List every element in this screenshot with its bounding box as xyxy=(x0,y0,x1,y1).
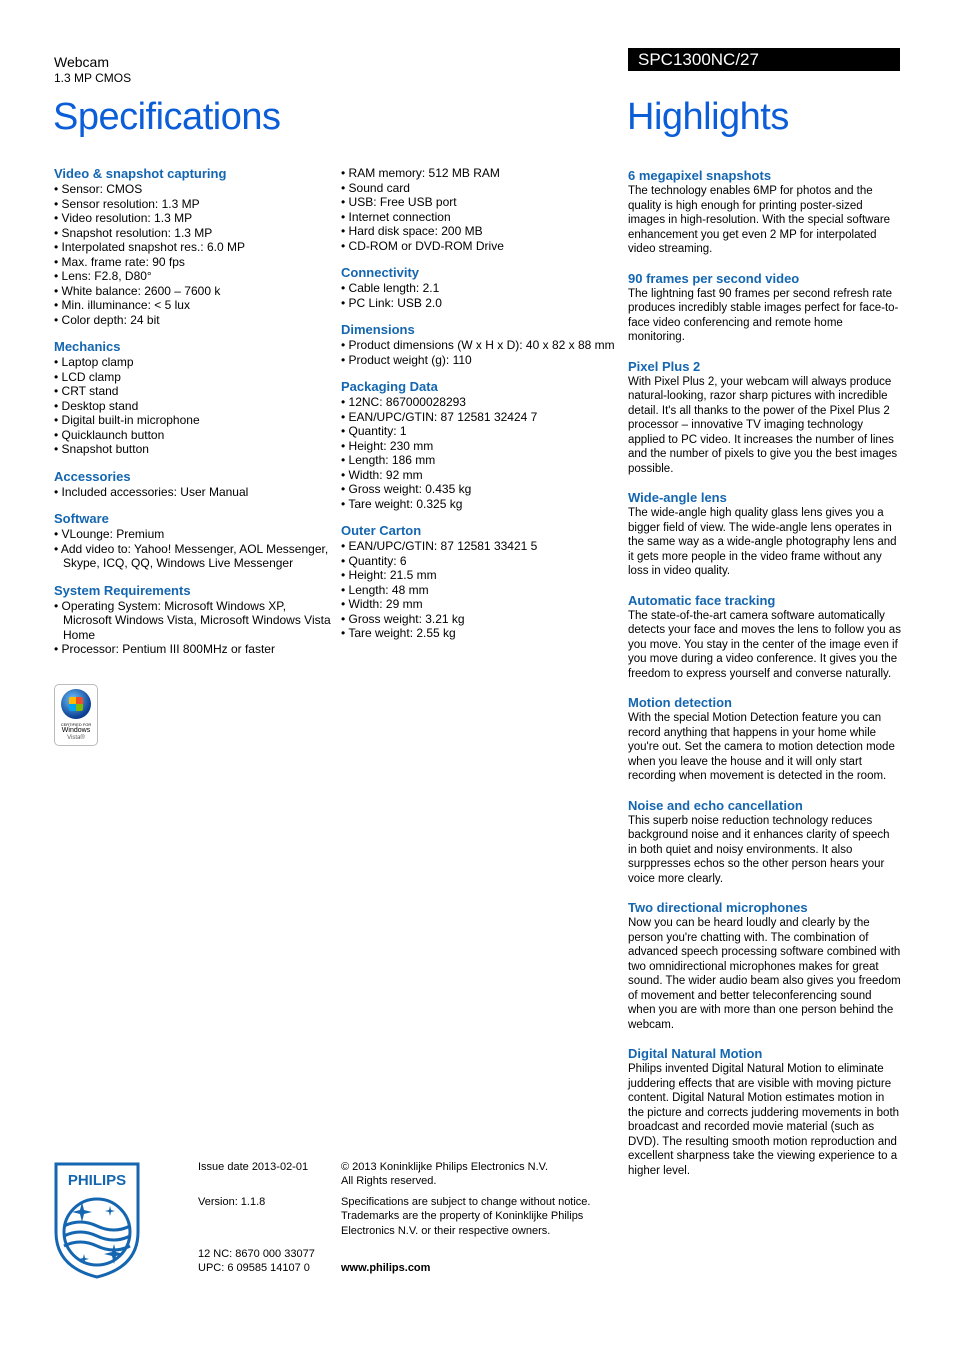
spec-item: • Quantity: 1 xyxy=(341,424,621,439)
specs-column-2 xyxy=(341,166,621,653)
highlight-text: With the special Motion Detection feature you can record anything that happens in your home while you're out. Set the camera to motion detection mode when you leave the house and it will only start recording when movement is detected in the room. xyxy=(628,712,895,782)
spec-section xyxy=(341,322,621,367)
highlight-text: With Pixel Plus 2, your webcam will always produce natural-looking, razor sharp pictures with incredible detail. It's all thanks to the power of the Pixel Plus 2 processor – innovative TV imaging technology applied to PC video. It increases the number of lines and the number of pixels to give you the best images possible. xyxy=(628,375,898,475)
highlight-title: 90 frames per second video xyxy=(628,270,800,286)
highlight-item xyxy=(628,695,901,784)
highlight-title: Digital Natural Motion xyxy=(628,1046,763,1061)
spec-item: • Interpolated snapshot res.: 6.0 MP xyxy=(54,240,334,255)
highlights-title: Highlights xyxy=(627,96,789,138)
highlight-item xyxy=(628,490,901,579)
windows-logo-icon xyxy=(61,689,91,719)
spec-section-title: Software xyxy=(54,511,109,526)
spec-section-title: Connectivity xyxy=(341,265,420,280)
highlight-title: Wide-angle lens xyxy=(628,490,727,505)
spec-list xyxy=(341,281,621,310)
spec-item: • Max. frame rate: 90 fps xyxy=(54,255,334,270)
website-link[interactable]: www.philips.com xyxy=(341,1262,431,1274)
highlight-title: 6 megapixel snapshots xyxy=(628,168,772,183)
disclaimer-line3: Electronics N.V. or their respective owners. xyxy=(341,1225,551,1237)
issue-date: Issue date 2013-02-01 xyxy=(198,1161,309,1173)
spec-item: • Min. illuminance: < 5 lux xyxy=(54,298,334,313)
spec-item: • White balance: 2600 – 7600 k xyxy=(54,284,334,299)
highlight-text: The technology enables 6MP for photos and the quality is high enough for printing poster-sized images in high-resolution. With the special software enhancement you get even 2 MP for interpolated video streaming. xyxy=(628,185,891,255)
spec-item: • Video resolution: 1.3 MP xyxy=(54,211,334,226)
spec-section-title: Video & snapshot capturing xyxy=(54,166,227,181)
spec-item: • Internet connection xyxy=(341,210,621,225)
highlight-text: Philips invented Digital Natural Motion to eliminate juddering effects that are visible with moving picture content. Digital Natural Motion estimates motion in the picture and corrects juddering movements in both broadcast and recorded movie material (such as DVD). The resulting smooth motion reproduction and excellent sharpness take the viewing experience to a higher level. xyxy=(628,1063,900,1177)
spec-item: • Snapshot resolution: 1.3 MP xyxy=(54,226,334,241)
spec-item: • Snapshot button xyxy=(54,442,334,457)
windows-vista-badge xyxy=(54,684,98,746)
vista-badge-line1: CERTIFIED FOR xyxy=(60,722,92,727)
philips-shield-logo xyxy=(54,1162,140,1279)
spec-item: • Digital built-in microphone xyxy=(54,413,334,428)
upc-code: UPC: 6 09585 14107 0 xyxy=(198,1262,310,1274)
highlight-text: The wide-angle high quality glass lens gives you a bigger field of view. The wide-angle lens operates in the same way as a wide-angle photography lens and it gets more people in the video frame without any loss in video quality. xyxy=(628,507,897,577)
spec-item: • Gross weight: 0.435 kg xyxy=(341,482,621,497)
highlight-text: The state-of-the-art camera software automatically detects your face and moves the lens to follow you as you move. You stay in the center of the image even if you move during a video conference. It gives you the freedom to express yourself and converse naturally. xyxy=(628,609,901,680)
spec-item: • Tare weight: 0.325 kg xyxy=(341,497,621,512)
spec-item: • Included accessories: User Manual xyxy=(54,485,334,500)
highlight-text: The lightning fast 90 frames per second refresh rate produces incredibly stable images perfect for face-to-face video conferencing and remote home monitoring. xyxy=(628,287,899,343)
spec-section xyxy=(54,511,334,571)
spec-item: • Product weight (g): 110 xyxy=(341,353,621,368)
spec-item: • Operating System: Microsoft Windows XP, Microsoft Windows Vista, Microsoft Windows Vista Home xyxy=(54,599,334,643)
copyright-line2: All Rights reserved. xyxy=(341,1175,437,1187)
copyright-line1: © 2013 Koninklijke Philips Electronics N.V. xyxy=(341,1161,549,1173)
spec-list xyxy=(54,355,334,457)
spec-section-title: Packaging Data xyxy=(341,379,438,394)
philips-logo-text: PHILIPS xyxy=(67,1172,127,1189)
spec-section xyxy=(341,166,621,253)
spec-item: • Sensor: CMOS xyxy=(54,182,334,197)
spec-section xyxy=(54,469,334,500)
spec-list xyxy=(54,599,334,657)
spec-item: • Quantity: 6 xyxy=(341,554,621,569)
specs-column-1 xyxy=(54,166,334,669)
spec-section xyxy=(54,339,334,457)
spec-item: • Width: 92 mm xyxy=(341,468,621,483)
highlight-text: Now you can be heard loudly and clearly by the person you're chatting with. The combination of advanced speech processing software combined with two omnidirectional microphones makes for great sound. The wider audio beam also gives you freedom of movement and better teleconferencing sound when you are with more than one person behind the webcam. xyxy=(628,917,901,1031)
spec-section xyxy=(341,265,621,310)
spec-item: • EAN/UPC/GTIN: 87 12581 33421 5 xyxy=(341,539,621,554)
highlights-column xyxy=(628,168,901,1192)
version: Version: 1.1.8 xyxy=(198,1196,266,1208)
spec-item: • VLounge: Premium xyxy=(54,527,334,542)
spec-list xyxy=(54,527,334,571)
highlight-item xyxy=(628,168,901,257)
spec-item: • Height: 230 mm xyxy=(341,439,621,454)
twelve-nc: 12 NC: 8670 000 33077 xyxy=(198,1248,315,1260)
spec-list xyxy=(341,395,621,511)
highlight-item xyxy=(628,359,901,477)
highlight-text: This superb noise reduction technology reduces background noise and it enhances clarity of speech in both quiet and noisy environments. It also surppresses echos so the other person hears your voice more clearly. xyxy=(628,814,890,885)
spec-item: • EAN/UPC/GTIN: 87 12581 32424 7 xyxy=(341,410,621,425)
spec-section xyxy=(54,583,334,657)
spec-section xyxy=(341,379,621,511)
spec-item: • Laptop clamp xyxy=(54,355,334,370)
spec-item: • Hard disk space: 200 MB xyxy=(341,224,621,239)
spec-list xyxy=(341,338,621,367)
highlight-item xyxy=(628,271,901,345)
spec-item: • Width: 29 mm xyxy=(341,597,621,612)
spec-section-title: Outer Carton xyxy=(341,523,422,538)
spec-item: • Product dimensions (W x H x D): 40 x 82 x 88 mm xyxy=(341,338,621,353)
spec-list xyxy=(341,166,621,253)
spec-item: • Cable length: 2.1 xyxy=(341,281,621,296)
model-number-bar: SPC1300NC/27 xyxy=(628,48,900,71)
highlight-title: Two directional microphones xyxy=(628,900,808,915)
spec-section-title: Accessories xyxy=(54,468,131,484)
highlight-title: Automatic face tracking xyxy=(628,592,776,608)
spec-item: • Processor: Pentium III 800MHz or faster xyxy=(54,642,334,657)
spec-item: • CD-ROM or DVD-ROM Drive xyxy=(341,239,621,254)
highlight-title: Noise and echo cancellation xyxy=(628,797,803,813)
spec-section-title: Dimensions xyxy=(341,322,415,337)
spec-section xyxy=(341,523,621,641)
spec-item: • Gross weight: 3.21 kg xyxy=(341,612,621,627)
spec-section xyxy=(54,166,334,327)
spec-item: • Sensor resolution: 1.3 MP xyxy=(54,197,334,212)
highlight-title: Pixel Plus 2 xyxy=(628,358,701,374)
vista-badge-line2: Windows xyxy=(61,727,91,734)
product-subtitle: 1.3 MP CMOS xyxy=(54,71,132,85)
spec-section-title: Mechanics xyxy=(54,339,121,354)
spec-item: • PC Link: USB 2.0 xyxy=(341,296,621,311)
spec-item: • Add video to: Yahoo! Messenger, AOL Messenger, Skype, ICQ, QQ, Windows Live Messenger xyxy=(54,542,334,571)
spec-list xyxy=(54,485,334,500)
spec-item: • CRT stand xyxy=(54,384,334,399)
spec-item: • Sound card xyxy=(341,181,621,196)
spec-item: • RAM memory: 512 MB RAM xyxy=(341,166,621,181)
highlight-item xyxy=(628,1046,901,1178)
highlight-title: Motion detection xyxy=(628,695,732,710)
product-category: Webcam xyxy=(54,54,109,70)
disclaimer-line1: Specifications are subject to change without notice. xyxy=(341,1196,591,1208)
spec-item: • Lens: F2.8, D80° xyxy=(54,269,334,284)
spec-item: • LCD clamp xyxy=(54,370,334,385)
spec-item: • Tare weight: 2.55 kg xyxy=(341,626,621,641)
spec-list xyxy=(54,182,334,327)
spec-item: • Quicklaunch button xyxy=(54,428,334,443)
spec-item: • Height: 21.5 mm xyxy=(341,568,621,583)
highlight-item xyxy=(628,798,901,887)
highlight-item xyxy=(628,593,901,682)
specifications-title: Specifications xyxy=(53,96,281,138)
disclaimer-line2: Trademarks are the property of Koninklijke Philips xyxy=(341,1210,584,1222)
spec-item: • 12NC: 867000028293 xyxy=(341,395,621,410)
spec-item: • Color depth: 24 bit xyxy=(54,313,334,328)
spec-section-title: System Requirements xyxy=(54,582,191,598)
spec-list xyxy=(341,539,621,641)
spec-item: • USB: Free USB port xyxy=(341,195,621,210)
vista-badge-line3: Vista® xyxy=(67,735,85,741)
spec-item: • Length: 48 mm xyxy=(341,583,621,598)
spec-item: • Desktop stand xyxy=(54,399,334,414)
highlight-item xyxy=(628,900,901,1032)
spec-item: • Length: 186 mm xyxy=(341,453,621,468)
